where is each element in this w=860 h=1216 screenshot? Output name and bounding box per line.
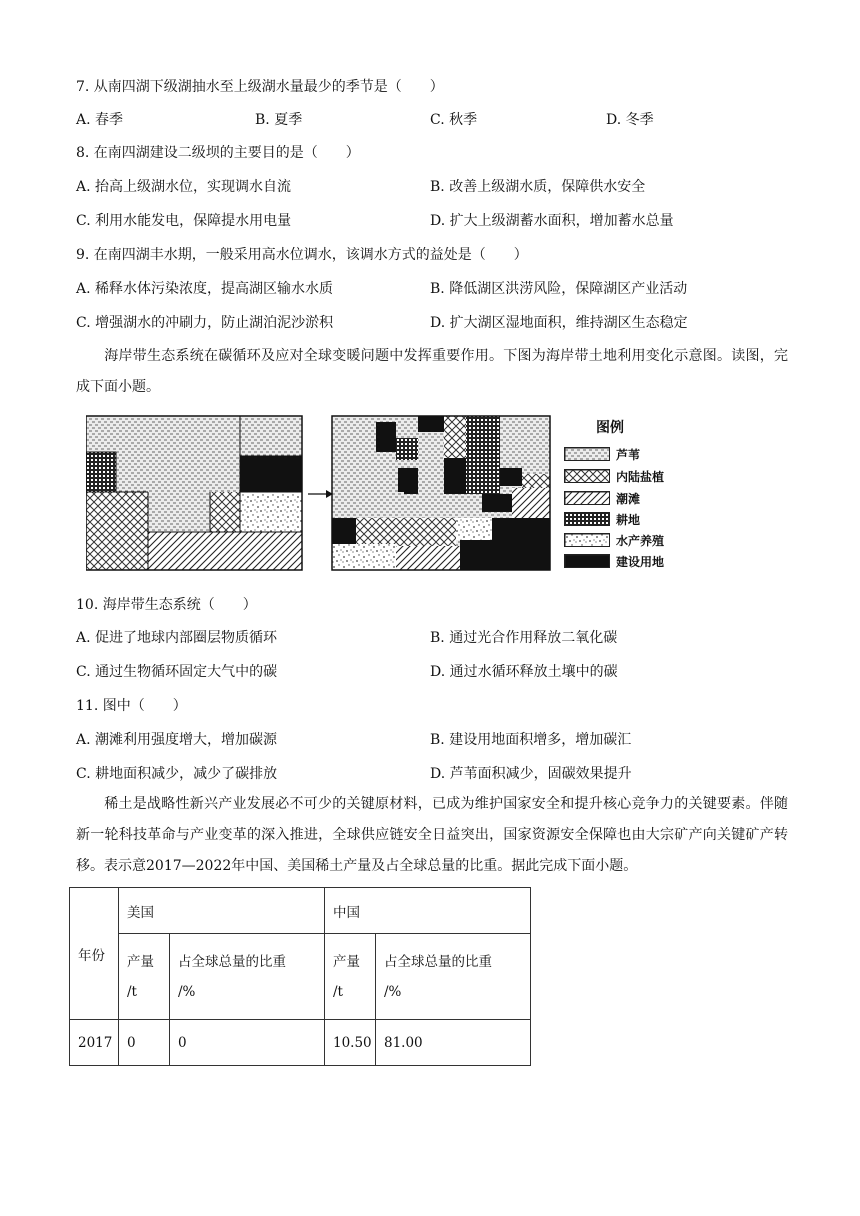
q11-option-c[interactable]: C. 耕地面积减少，减少了碳排放 [76, 766, 278, 782]
tidal-flat-swatch-icon [564, 491, 610, 505]
us-output-cell: 0 [119, 1020, 170, 1066]
q7-option-c[interactable]: C. 秋季 [430, 112, 478, 128]
legend-item-farmland [564, 511, 640, 527]
legend-label: 建设用地 [616, 554, 665, 569]
intro-paragraph-coastal [76, 341, 788, 403]
q11-option-d[interactable]: D. 芦苇面积减少，固碳效果提升 [430, 766, 632, 782]
cn-output-cell: 10.50 [325, 1020, 376, 1066]
legend-title: 图例 [596, 420, 624, 436]
us-share-header: 占全球总量的比重 /% [170, 934, 325, 1020]
table-row [70, 1020, 531, 1066]
land-use-before [86, 416, 302, 570]
land-use-after [332, 416, 550, 570]
q7-option-d[interactable]: D. 冬季 [606, 112, 654, 128]
year-header: 年份 [70, 888, 119, 1020]
land-use-change-figure [86, 414, 556, 574]
rare-earth-table [69, 887, 531, 1066]
us-header: 美国 [119, 888, 325, 934]
q9-option-a[interactable]: A. 稀释水体污染浓度，提高湖区输水水质 [76, 281, 334, 297]
legend-item-construction [564, 553, 664, 569]
legend-item-tidal-flat [564, 490, 640, 506]
q7-option-b[interactable]: B. 夏季 [255, 112, 303, 128]
q8-option-a[interactable]: A. 抬高上级湖水位，实现调水自流 [76, 179, 292, 195]
legend-item-reed [564, 446, 640, 462]
cn-share-cell: 81.00 [376, 1020, 531, 1066]
intro-text: 稀土是战略性新兴产业发展必不可少的关键原材料，已成为维护国家安全和提升核心竞争力的关键要素。伴随新一轮科技革命与产业变革的深入推进，全球供应链安全日益突出，国家资源安全保障也由大宗矿产向关键矿产转移。表示意2017—2022年中国、美国稀土产量及占全球总量的比重。据此完成下面小题。 [76, 796, 788, 874]
q11-option-a[interactable]: A. 潮滩利用强度增大，增加碳源 [76, 732, 278, 748]
farmland-swatch-icon [564, 512, 610, 526]
cn-share-header: 占全球总量的比重 /% [376, 934, 531, 1020]
legend-item-aquaculture [564, 532, 664, 548]
legend-item-salt-plant [564, 468, 664, 484]
q10-option-b[interactable]: B. 通过光合作用释放二氧化碳 [430, 630, 618, 646]
q9-option-b[interactable]: B. 降低湖区洪涝风险，保障湖区产业活动 [430, 281, 688, 297]
reed-swatch-icon [564, 447, 610, 461]
year-cell: 2017 [70, 1020, 119, 1066]
change-arrow-icon [308, 490, 333, 498]
legend-label: 水产养殖 [616, 533, 665, 548]
q10-stem: 10. 海岸带生态系统（ ） [76, 597, 257, 613]
legend-label: 内陆盐植 [616, 469, 665, 484]
cn-output-header: 产量 /t [325, 934, 376, 1020]
intro-text: 海岸带生态系统在碳循环及应对全球变暖问题中发挥重要作用。下图为海岸带土地利用变化示意图。读图，完成下面小题。 [76, 348, 788, 395]
q7-option-a[interactable]: A. 春季 [76, 112, 124, 128]
q7-stem: 7. 从南四湖下级湖抽水至上级湖水量最少的季节是（ ） [76, 79, 444, 95]
q8-option-b[interactable]: B. 改善上级湖水质，保障供水安全 [430, 179, 646, 195]
legend-label: 芦苇 [616, 447, 641, 462]
construction-swatch-icon [564, 554, 610, 568]
q9-option-c[interactable]: C. 增强湖水的冲刷力，防止湖泊泥沙淤积 [76, 315, 334, 331]
cn-header: 中国 [325, 888, 531, 934]
aquaculture-swatch-icon [564, 533, 610, 547]
us-share-cell: 0 [170, 1020, 325, 1066]
intro-paragraph-rare-earth [76, 789, 788, 882]
legend-label: 耕地 [616, 512, 641, 527]
q11-stem: 11. 图中（ ） [76, 698, 187, 714]
q8-option-d[interactable]: D. 扩大上级湖蓄水面积，增加蓄水总量 [430, 213, 674, 229]
q8-stem: 8. 在南四湖建设二级坝的主要目的是（ ） [76, 145, 360, 161]
salt-plant-swatch-icon [564, 469, 610, 483]
q10-option-a[interactable]: A. 促进了地球内部圈层物质循环 [76, 630, 278, 646]
us-output-header: 产量 /t [119, 934, 170, 1020]
q9-stem: 9. 在南四湖丰水期，一般采用高水位调水，该调水方式的益处是（ ） [76, 247, 528, 263]
q9-option-d[interactable]: D. 扩大湖区湿地面积，维持湖区生态稳定 [430, 315, 688, 331]
legend-label: 潮滩 [616, 491, 641, 506]
q10-option-d[interactable]: D. 通过水循环释放土壤中的碳 [430, 664, 618, 680]
q10-option-c[interactable]: C. 通过生物循环固定大气中的碳 [76, 664, 278, 680]
q11-option-b[interactable]: B. 建设用地面积增多，增加碳汇 [430, 732, 632, 748]
q8-option-c[interactable]: C. 利用水能发电，保障提水用电量 [76, 213, 292, 229]
